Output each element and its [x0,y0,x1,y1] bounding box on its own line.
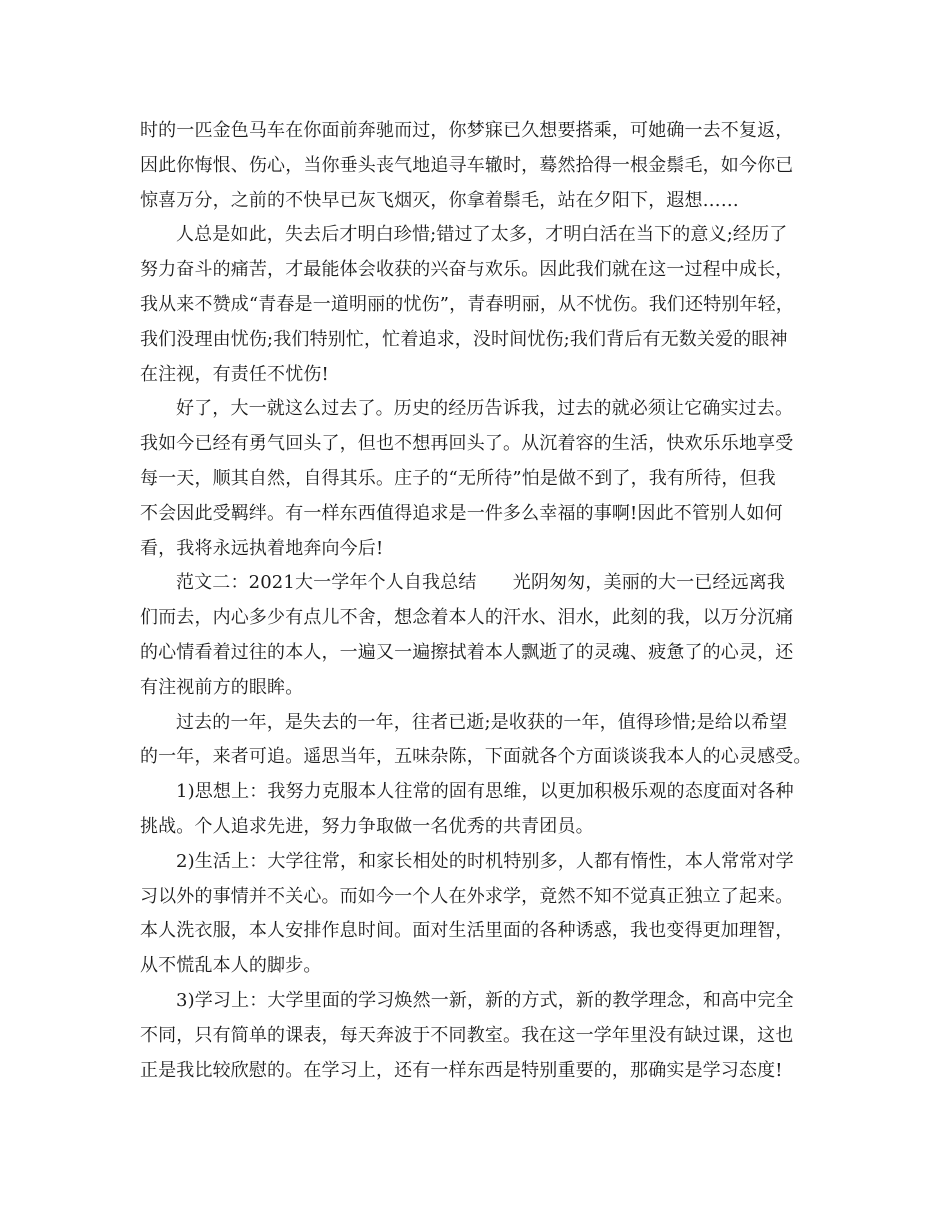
text-line: 惊喜万分，之前的不快早已灰飞烟灭，你拿着鬃毛，站在夕阳下，遐想…… [140,189,739,211]
text-line: 的心情看着过往的本人，一遍又一遍擦拭着本人飘逝了的灵魂、疲惫了的心灵，还 [140,641,794,663]
paragraph [140,566,830,705]
text-line: 正是我比较欣慰的。在学习上，还有一样东西是特别重要的，那确实是学习态度! [140,1059,783,1081]
text-line: 习以外的事情并不关心。而如今一个人在外求学，竟然不知不觉真正独立了起来。 [140,885,794,907]
paragraph [140,984,830,1088]
text-line: 挑战。个人追求先进，努力争取做一名优秀的共青团员。 [140,815,594,837]
text-line: 过去的一年，是失去的一年，往者已逝;是收获的一年，值得珍惜;是给以希望 [176,711,788,733]
text-line: 人总是如此，失去后才明白珍惜;错过了太多，才明白活在当下的意义;经历了 [176,224,788,246]
text-line: 不同，只有简单的课表，每天奔波于不同教室。我在这一学年里没有缺过课，这也 [140,1024,794,1046]
text-line: 的一年，来者可追。遥思当年，五味杂陈，下面就各个方面谈谈我本人的心灵感受。 [140,746,812,768]
text-line: 有注视前方的眼眸。 [140,676,304,698]
text-line: 努力奋斗的痛苦，才最能体会收获的兴奋与欢乐。因此我们就在这一过程中成长， [140,259,794,281]
text-line: 范文二：2021大一学年个人自我总结 光阴匆匆，美丽的大一已经远离我 [176,572,786,594]
text-line: 2)生活上：大学往常，和家长相处的时机特别多，人都有惰性，本人常常对学 [176,850,794,872]
text-line: 每一天，顺其自然，自得其乐。庄子的“无所待”怕是做不到了，我有所待，但我 [140,467,776,489]
text-line: 们而去，内心多少有点儿不舍，想念着本人的汗水、泪水，此刻的我，以万分沉痛 [140,607,794,629]
text-line: 3)学习上：大学里面的学习焕然一新，新的方式，新的教学理念，和高中完全 [176,989,794,1011]
paragraph [140,218,830,392]
text-line: 时的一匹金色马车在你面前奔驰而过，你梦寐已久想要搭乘，可她确一去不复返， [140,120,794,141]
text-line: 看，我将永远执着地奔向今后! [140,537,384,559]
paragraph [140,845,830,984]
text-line: 不会因此受羁绊。有一样东西值得追求是一件多么幸福的事啊!因此不管别人如何 [140,502,783,524]
text-line: 好了，大一就这么过去了。历史的经历告诉我，过去的就必须让它确实过去。 [176,398,794,420]
text-line: 从不慌乱本人的脚步。 [140,955,322,977]
paragraph [140,775,830,845]
document-body [140,114,830,1088]
paragraph [140,392,830,566]
text-line: 我从来不赞成“青春是一道明丽的忧伤”，青春明丽，从不忧伤。我们还特别年轻， [140,293,794,315]
text-line: 本人洗衣服，本人安排作息时间。面对生活里面的各种诱惑，我也变得更加理智， [140,920,794,942]
text-line: 我们没理由忧伤;我们特别忙，忙着追求，没时间忧伤;我们背后有无数关爱的眼神 [140,328,788,350]
paragraph [140,114,830,218]
text-line: 因此你悔恨、伤心，当你垂头丧气地追寻车辙时，蓦然拾得一根金鬃毛，如今你已 [140,154,794,176]
text-line: 1)思想上：我努力克服本人往常的固有思维，以更加积极乐观的态度面对各种 [176,781,794,803]
text-line: 在注视，有责任不忧伤! [140,363,329,385]
text-line: 我如今已经有勇气回头了，但也不想再回头了。从沉着容的生活，快欢乐乐地享受 [140,433,794,455]
paragraph [140,706,830,776]
